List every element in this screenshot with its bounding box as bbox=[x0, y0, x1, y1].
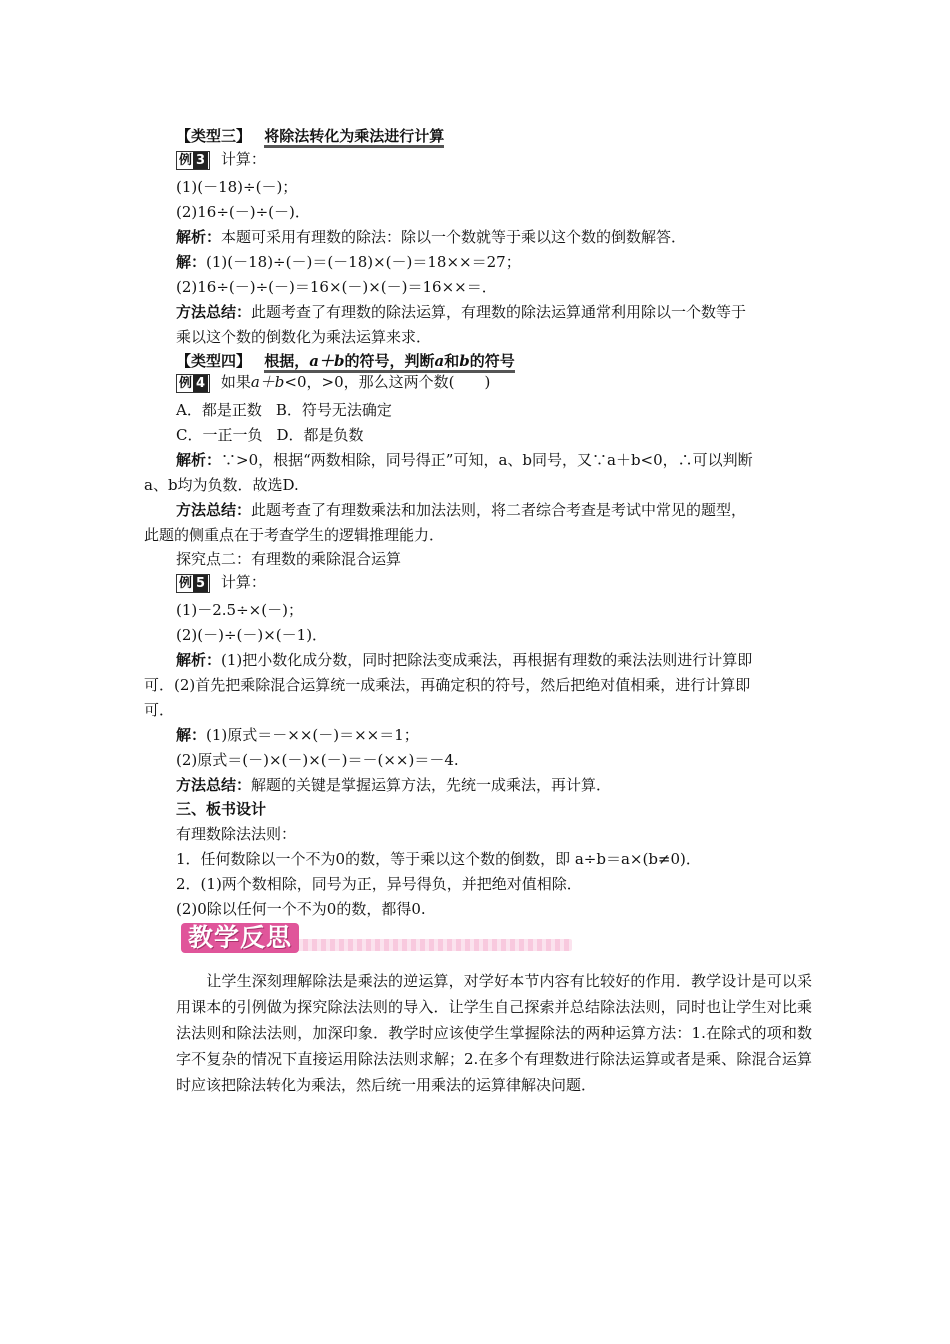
example4-method-2: 此题的侧重点在于考查学生的逻辑推理能力． bbox=[144, 526, 445, 544]
example5-method: 方法总结：解题的关键是掌握运算方法，先统一成乘法，再计算． bbox=[176, 776, 612, 794]
board-line-4: (2)0除以任何一个不为0的数，都得0. bbox=[176, 900, 426, 918]
board-line-2: 1．任何数除以一个不为0的数，等于乘以这个数的倒数，即 a÷b＝a×(b≠0)． bbox=[176, 850, 701, 868]
example3-q1: (1)(－18)÷(－)； bbox=[176, 178, 298, 196]
example4-analysis-2: a、b均为负数．故选D. bbox=[144, 476, 299, 494]
option-c: C．一正一负 bbox=[176, 426, 263, 444]
example5-solution-2: (2)原式＝(－)×(－)×(－)＝－(××)＝－4. bbox=[176, 751, 459, 769]
option-a: A．都是正数 bbox=[176, 401, 262, 419]
option-d: D．都是负数 bbox=[276, 426, 364, 444]
board-line-3: 2．(1)两个数相除，同号为正，异号得负，并把绝对值相除． bbox=[176, 875, 582, 893]
example3-solution-1: 解：(1)(－18)÷(－)＝(－18)×(－)＝18××＝27； bbox=[176, 253, 521, 271]
example4-options-cd bbox=[176, 424, 364, 446]
type3-heading bbox=[176, 125, 444, 147]
example5-header: 例 5 计算： bbox=[176, 571, 266, 593]
example4-question: 例 4 如果a＋b<0，>0，那么这两个数( ) bbox=[176, 371, 490, 393]
example3-solution-2: (2)16÷(－)÷(－)＝16×(－)×(－)＝16××＝． bbox=[176, 278, 497, 296]
example5-analysis-1: 解析：(1)把小数化成分数，同时把除法变成乘法，再根据有理数的乘法法则进行计算即 bbox=[176, 651, 753, 669]
example5-badge: 例 5 bbox=[176, 574, 210, 593]
example3-header bbox=[176, 148, 266, 170]
reflection-text: 让学生深刻理解除法是乘法的逆运算，对学好本节内容有比较好的作用．教学设计是可以采用课本的引例做为探究除法法则的导入．让学生自己探索并总结除法法则，同时也让学生对比乘法法则和除法法则，加深印象．教学时应该使学生掌握除法的两种运算方法：1.在除式的项和数字不复杂的情况下直接运用除法法则求解；2.在多个有理数进行除法运算或者是乘、除混合运算时应该把除法转化为乘法，然后统一用乘法的运算律解决问题． bbox=[176, 972, 812, 1094]
type3-label: 【类型三】 bbox=[176, 127, 252, 145]
example5-solution-1: 解：(1)原式＝－××(－)＝××＝1； bbox=[176, 726, 419, 744]
option-b: B．符号无法确定 bbox=[275, 401, 392, 419]
explore-point-2: 探究点二：有理数的乘除混合运算 bbox=[176, 550, 402, 568]
example4-analysis-1: 解析：∵>0，根据“两数相除，同号得正”可知，a、b同号，又∵a＋b<0，∴可以判断 bbox=[176, 451, 753, 469]
example3-method-2: 乘以这个数的倒数化为乘法运算来求． bbox=[176, 328, 432, 346]
example3-method-1: 方法总结：此题考查了有理数的除法运算，有理数的除法运算通常利用除以一个数等于 bbox=[176, 303, 747, 321]
board-line-1: 有理数除法法则： bbox=[176, 825, 297, 843]
type4-heading: 【类型四】 根据，a＋b的符号，判断a和b的符号 bbox=[176, 350, 515, 372]
example4-options-ab bbox=[176, 399, 392, 421]
example5-q1: (1)－2.5÷×(－)； bbox=[176, 601, 303, 619]
example4-badge: 例 4 bbox=[176, 374, 210, 393]
example4-method-1: 方法总结：此题考查了有理数乘法和加法法则，将二者综合考查是考试中常见的题型， bbox=[176, 501, 747, 519]
example5-q2: (2)(－)÷(－)×(－1)． bbox=[176, 626, 328, 644]
section-board-design: 三、板书设计 bbox=[176, 800, 267, 818]
example5-analysis-3: 可． bbox=[144, 701, 175, 719]
reflection-banner bbox=[176, 922, 572, 956]
example3-badge: 例 3 bbox=[176, 151, 210, 170]
example3-prompt: 计算： bbox=[220, 150, 266, 168]
example3-q2: (2)16÷(－)÷(－)． bbox=[176, 203, 310, 221]
reflection-title: 教学反思 bbox=[181, 923, 299, 953]
example3-analysis: 解析：本题可采用有理数的除法：除以一个数就等于乘以这个数的倒数解答． bbox=[176, 228, 687, 246]
example5-analysis-2: 可．(2)首先把乘除混合运算统一成乘法，再确定积的符号，然后把绝对值相乘，进行计算即 bbox=[144, 676, 751, 694]
type3-title: 将除法转化为乘法进行计算 bbox=[264, 127, 444, 148]
banner-dot-strip bbox=[294, 939, 572, 951]
